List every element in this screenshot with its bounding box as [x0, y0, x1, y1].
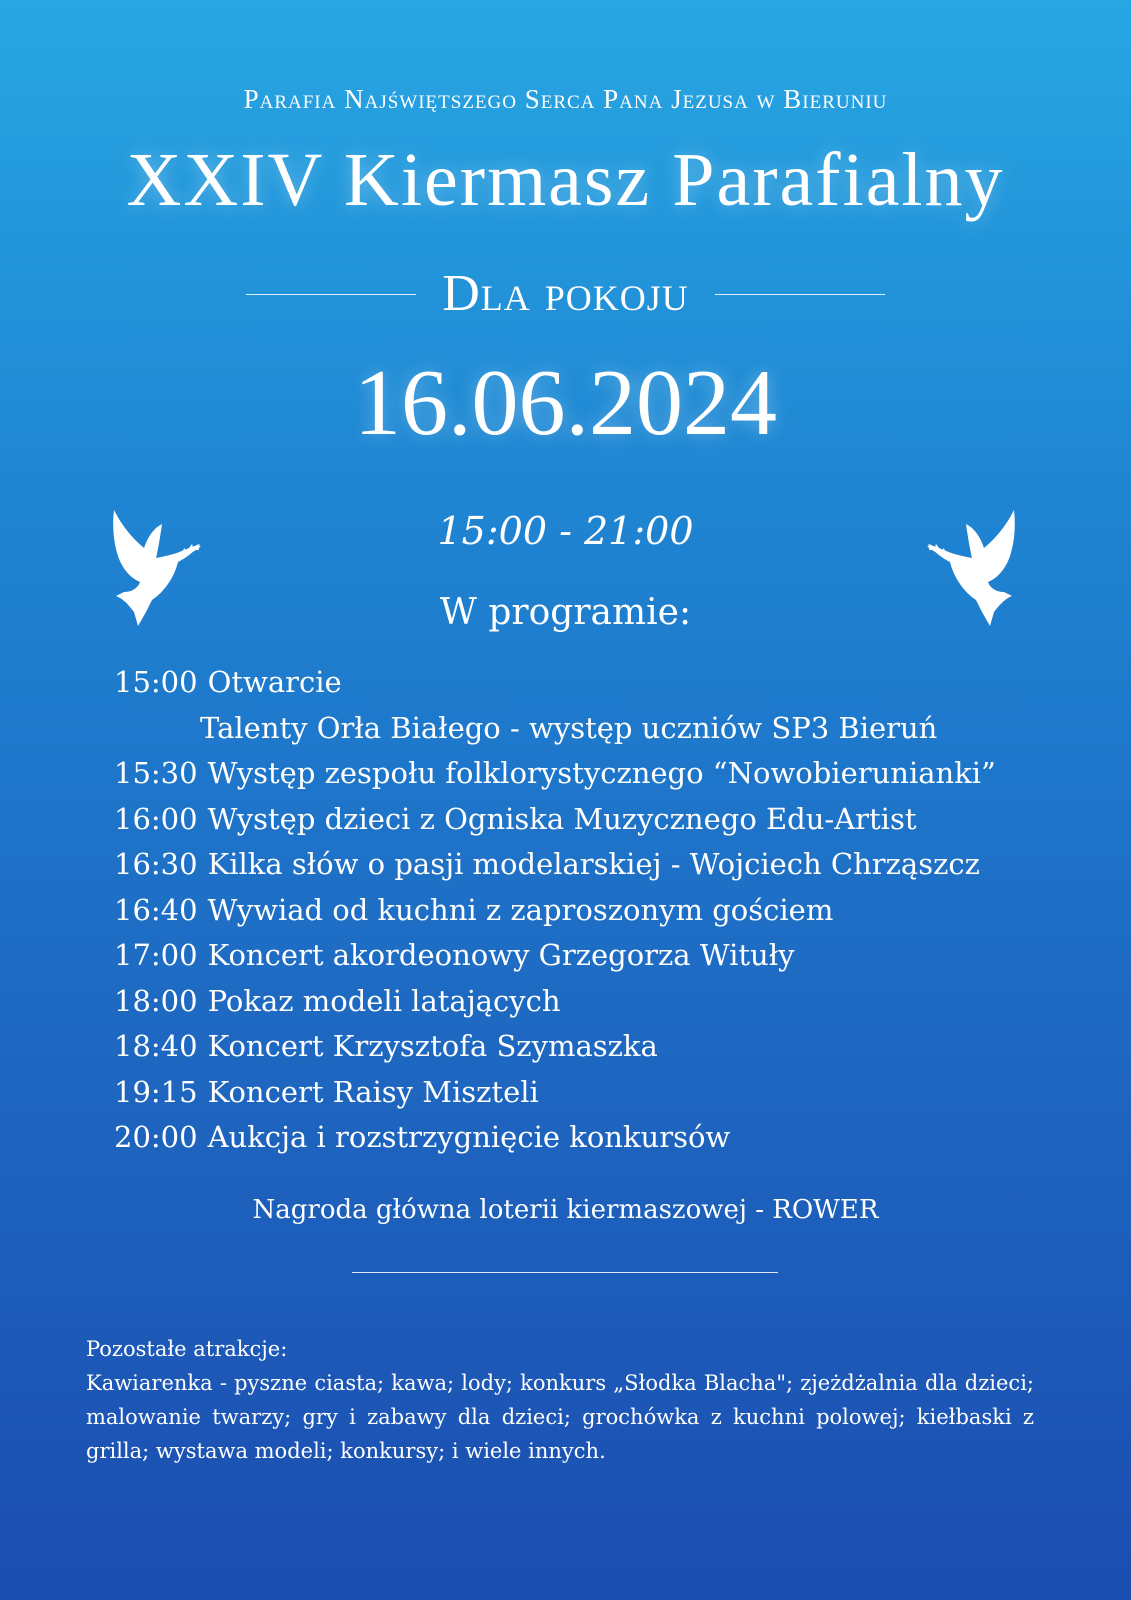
item-time: 20:00: [114, 1120, 198, 1154]
parish-name: Parafia Najświętszego Serca Pana Jezusa w Bieruniu: [243, 84, 888, 114]
event-hours: 15:00 - 21:00: [437, 509, 694, 553]
event-date: 16.06.2024: [354, 351, 777, 455]
event-subtitle: Dla pokoju: [442, 265, 689, 322]
item-label: Talenty Orła Białego - występ uczniów SP3 Bieruń: [200, 710, 938, 745]
list-item: [114, 979, 1094, 1025]
other-attractions: [86, 1332, 1034, 1468]
item-label: Wywiad od kuchni z zaproszonym gościem: [207, 892, 834, 927]
item-label: Koncert akordeonowy Grzegorza Wituły: [207, 938, 795, 972]
others-description: Kawiarenka - pyszne ciasta; kawa; lody; konkurs „Słodka Blacha"; zjeżdżalnia dla dzieci; malowanie twarzy; gry i zabawy dla dzieci; grochówka z kuchni polowej; kiełbaski z grilla; wystawa modeli; konkursy; i wiele innych.: [86, 1371, 1034, 1463]
divider: [352, 1272, 778, 1273]
item-label: Koncert Raisy Miszteli: [207, 1074, 539, 1109]
item-time: 15:00: [114, 665, 198, 699]
subtitle-rule-right: [715, 294, 885, 295]
list-item: [114, 751, 1094, 797]
main-prize: Nagroda główna loterii kiermaszowej - ROWER: [252, 1195, 879, 1225]
item-label: Występ zespołu folklorystycznego “Nowobierunianki”: [207, 756, 996, 790]
item-time: 16:00: [114, 801, 198, 836]
item-time: 15:30: [114, 756, 198, 790]
item-label: Kilka słów o pasji modelarskiej - Wojciech Chrząszcz: [207, 847, 980, 881]
list-item: [114, 933, 1094, 979]
item-label: Otwarcie: [207, 665, 342, 699]
program-list: [114, 660, 1094, 1161]
item-label: Występ dzieci z Ogniska Muzycznego Edu-Artist: [207, 801, 917, 836]
item-label: Koncert Krzysztofa Szymaszka: [207, 1029, 658, 1063]
list-item: [114, 1070, 1094, 1116]
item-label: Aukcja i rozstrzygnięcie konkursów: [207, 1120, 731, 1154]
subtitle-rule-left: [246, 294, 416, 295]
item-label: Pokaz modeli latających: [207, 983, 561, 1018]
list-item: [114, 1115, 1094, 1161]
list-item: [114, 660, 1094, 706]
list-item: [114, 888, 1094, 934]
event-title: XXIV Kiermasz Parafialny: [126, 138, 1005, 222]
others-heading: Pozostałe atrakcje:: [86, 1337, 288, 1361]
item-time: 16:40: [114, 892, 198, 927]
list-item: [114, 1024, 1094, 1070]
item-time: 17:00: [114, 938, 198, 972]
item-time: 19:15: [114, 1074, 198, 1109]
list-item: [114, 797, 1094, 843]
list-item: [114, 842, 1094, 888]
subtitle-row: [0, 265, 1131, 322]
program-heading: W programie:: [439, 592, 692, 633]
item-time: 18:00: [114, 983, 198, 1018]
item-time: 16:30: [114, 847, 198, 881]
item-time: 18:40: [114, 1029, 198, 1063]
list-item: [114, 706, 1094, 752]
